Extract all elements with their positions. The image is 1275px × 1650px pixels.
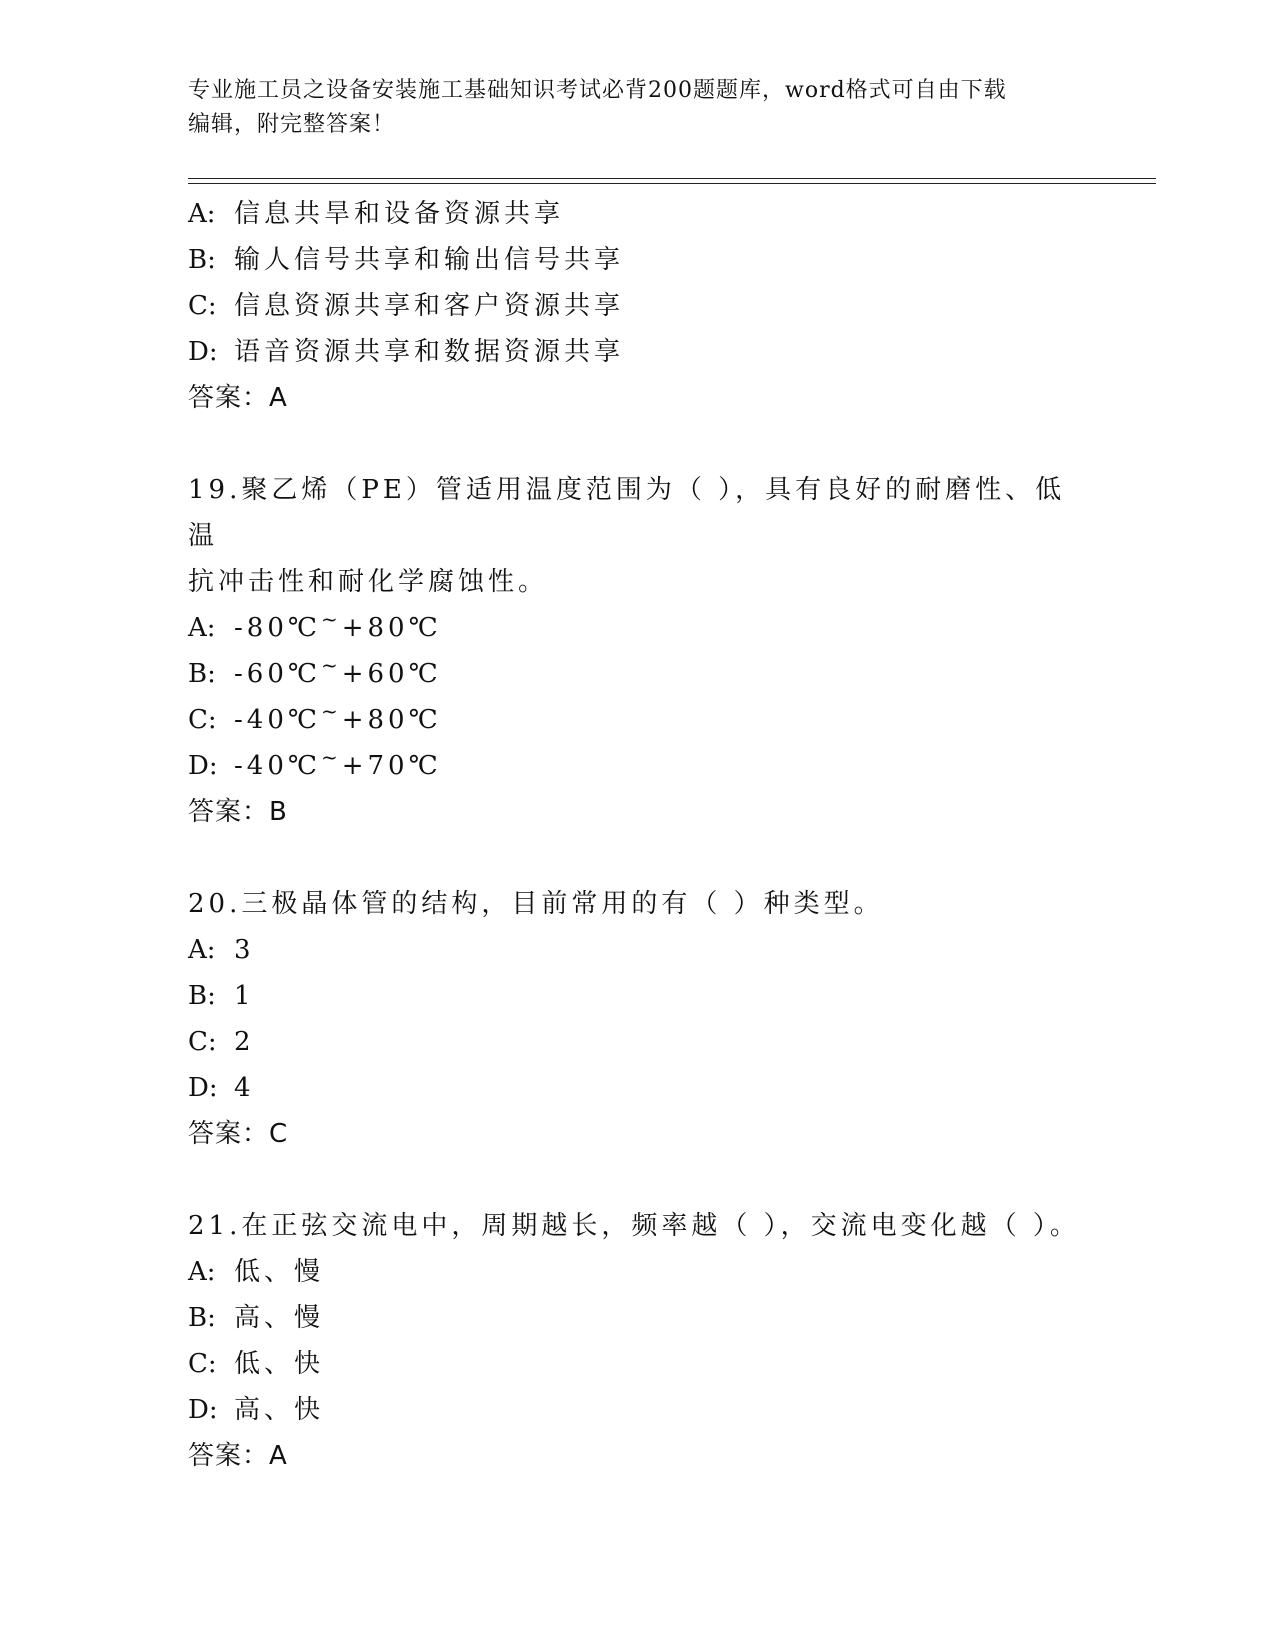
option-range-end: +80℃ <box>341 613 442 643</box>
option-text: 语音资源共享和数据资源共享 <box>234 337 625 367</box>
tilde-mark: ~ <box>320 699 342 723</box>
option-b <box>188 237 1088 283</box>
option-c <box>188 1019 1088 1065</box>
spacer <box>188 1157 1088 1203</box>
option-label: C: <box>188 1027 217 1057</box>
document-header <box>188 74 1068 142</box>
header-divider-bottom <box>188 183 1156 184</box>
option-c <box>188 283 1088 329</box>
option-range-end: +70℃ <box>341 751 442 781</box>
question-text: 21.在正弦交流电中，周期越长，频率越（ ），交流电变化越（ ）。 <box>188 1211 1080 1241</box>
option-a <box>188 927 1088 973</box>
option-range-start: -60℃ <box>234 659 321 689</box>
option-a <box>188 605 1088 651</box>
question-line-1: 19.聚乙烯（PE）管适用温度范围为（ ），具有良好的耐磨性、低温 <box>188 475 1066 551</box>
option-d <box>188 743 1088 789</box>
answer-line: 答案：B <box>188 797 288 827</box>
option-label: B: <box>188 659 216 689</box>
option-text: 2 <box>234 1027 255 1057</box>
question-list <box>188 191 1088 1479</box>
option-b <box>188 1295 1088 1341</box>
tilde-mark: ~ <box>320 607 342 631</box>
option-text: 低、快 <box>234 1349 325 1379</box>
option-label: C: <box>188 1349 217 1379</box>
question-18-block <box>188 191 1088 421</box>
option-text: 1 <box>234 981 255 1011</box>
option-text: 信息资源共享和客户资源共享 <box>234 291 625 321</box>
option-label: C: <box>188 291 217 321</box>
option-c <box>188 1341 1088 1387</box>
option-d <box>188 1387 1088 1433</box>
option-label: D: <box>188 337 218 367</box>
option-b <box>188 973 1088 1019</box>
option-label: A: <box>188 199 216 229</box>
option-label: B: <box>188 981 216 1011</box>
tilde-mark: ~ <box>320 745 342 769</box>
option-label: C: <box>188 705 217 735</box>
answer-line: 答案：A <box>188 383 288 413</box>
option-label: D: <box>188 1073 218 1103</box>
option-d <box>188 329 1088 375</box>
option-range-end: +80℃ <box>341 705 442 735</box>
option-text: 高、慢 <box>234 1303 325 1333</box>
header-line-2: 编辑，附完整答案！ <box>188 112 396 137</box>
spacer <box>188 421 1088 467</box>
option-label: B: <box>188 1303 216 1333</box>
option-text: 输人信号共享和输出信号共享 <box>234 245 625 275</box>
spacer <box>188 835 1088 881</box>
option-label: D: <box>188 1395 218 1425</box>
option-d <box>188 1065 1088 1111</box>
option-label: A: <box>188 613 216 643</box>
question-20-block <box>188 881 1088 1157</box>
option-b <box>188 651 1088 697</box>
option-range-start: -40℃ <box>234 705 321 735</box>
option-a <box>188 191 1088 237</box>
tilde-mark: ~ <box>320 653 342 677</box>
question-text <box>188 467 1088 605</box>
option-a <box>188 1249 1088 1295</box>
option-c <box>188 697 1088 743</box>
option-label: A: <box>188 935 216 965</box>
option-text: 3 <box>234 935 255 965</box>
option-label: A: <box>188 1257 216 1287</box>
question-19-block <box>188 467 1088 835</box>
option-label: D: <box>188 751 218 781</box>
option-range-end: +60℃ <box>341 659 442 689</box>
question-21-block <box>188 1203 1088 1479</box>
option-text: 低、慢 <box>234 1257 325 1287</box>
option-range-start: -80℃ <box>234 613 321 643</box>
option-text: 高、快 <box>234 1395 325 1425</box>
option-text: 4 <box>234 1073 255 1103</box>
question-text: 20.三极晶体管的结构，目前常用的有（ ）种类型。 <box>188 889 884 919</box>
answer-line: 答案：A <box>188 1441 288 1471</box>
answer-line: 答案：C <box>188 1119 289 1149</box>
header-divider-top <box>188 178 1156 179</box>
header-line-1: 专业施工员之设备安装施工基础知识考试必背200题题库，word格式可自由下载 <box>188 78 1007 103</box>
option-text: 信息共旱和设备资源共享 <box>234 199 565 229</box>
option-range-start: -40℃ <box>234 751 321 781</box>
question-line-2: 抗冲击性和耐化学腐蚀性。 <box>188 567 549 597</box>
option-label: B: <box>188 245 216 275</box>
